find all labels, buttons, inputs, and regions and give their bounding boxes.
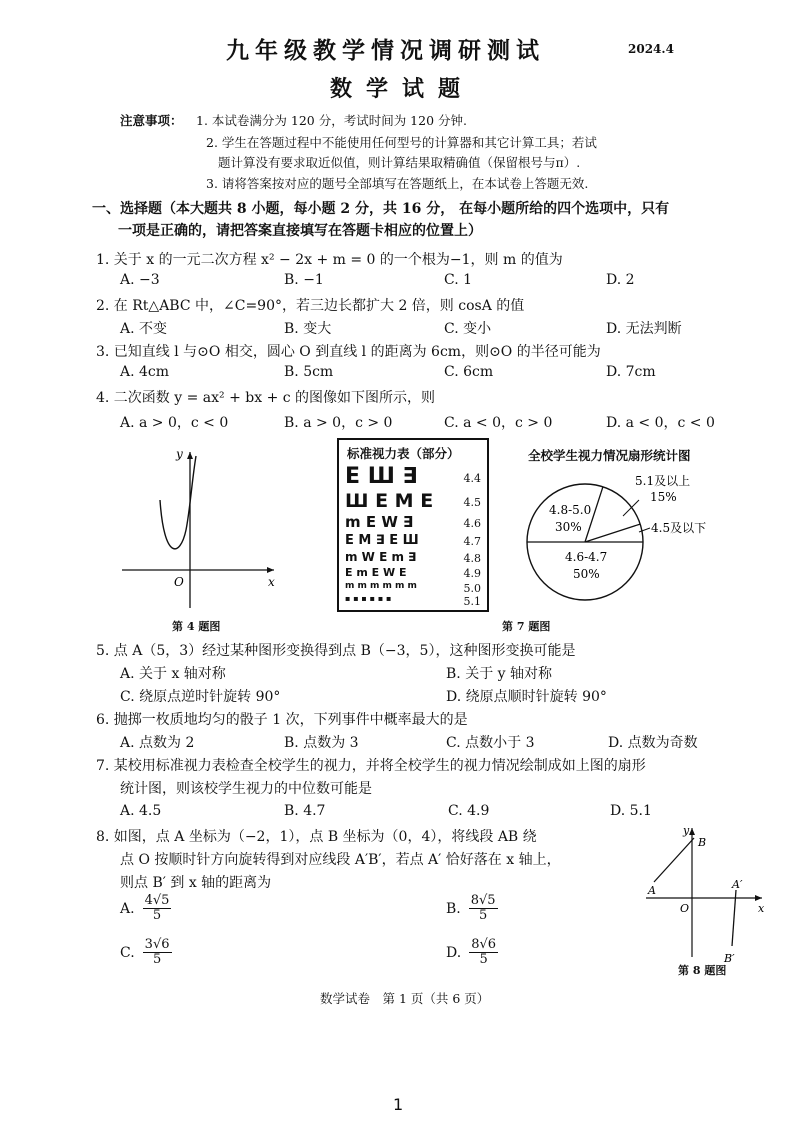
eye-chart-glyphs: m W E m ∃ [345,550,417,564]
fig8-y-arrow [689,828,695,835]
figure-8-rotation [640,822,770,967]
q3-option-c: C. 6cm [444,364,494,380]
q4-option-d: D. a < 0，c < 0 [606,415,715,431]
q7-stem: 7. 某校用标准视力表检查全校学生的视力，并将全校学生的视力情况绘制成如上图的扇形 [96,758,646,774]
pie-pct-15: 15% [650,490,677,504]
pie-label-4-8-5-0: 4.8-5.0 [549,503,592,517]
eye-chart-box [337,438,489,612]
note-2a: 2. 学生在答题过程中不能使用任何型号的计算器和其它计算工具；若试 [206,135,597,150]
q6-option-a: A. 点数为 2 [120,735,195,751]
q1-stem: 1. 关于 x 的一元二次方程 x² − 2x + m = 0 的一个根为−1，则 m 的值为 [96,252,563,268]
q7-option-c: C. 4.9 [448,803,490,819]
q5-option-c: C. 绕原点逆时针旋转 90° [120,689,281,705]
fig8-origin: O [680,902,690,915]
section-heading-2: 一项是正确的，请把答案直接填写在答题卡相应的位置上） [118,223,482,239]
fig8-caption: 第 8 题图 [678,964,727,977]
pie-label-4-6-4-7: 4.6-4.7 [565,550,608,564]
q8-option-c-fraction [143,938,172,968]
q6-stem: 6. 抛掷一枚质地均匀的骰子 1 次，下列事件中概率最大的是 [96,712,468,728]
pie-chart-title: 全校学生视力情况扇形统计图 [528,448,691,463]
pie-leader-line [623,500,639,516]
note-2b: 题计算没有要求取近似值，则计算结果取精确值（保留根号与π）. [218,155,581,170]
x-axis-arrow [267,567,274,573]
q2-stem: 2. 在 Rt△ABC 中，∠C=90°，若三边长都扩大 2 倍，则 cosA 的值 [96,298,525,314]
q8-option-b-label: B. [446,900,461,917]
eye-chart-glyphs: ▪ ▪ ▪ ▪ ▪ ▪ [345,594,392,603]
notes-label: 注意事项： [120,113,183,128]
q6-option-d: D. 点数为奇数 [608,735,698,751]
section-heading-1: 一、选择题（本大题共 8 小题，每小题 2 分，共 16 分， 在每小题所给的四个选项中，只有 [92,201,670,217]
pie-label-5-1-up: 5.1及以上 [635,474,691,488]
q5-option-a: A. 关于 x 轴对称 [120,666,226,682]
note-3: 3. 请将答案按对应的题号全部填写在答题纸上，在本试卷上答题无效. [206,176,589,191]
q3-option-a: A. 4cm [120,364,170,380]
q8-c-denominator: 5 [152,952,162,968]
q7-option-d: D. 5.1 [610,803,652,819]
q4-option-b: B. a > 0，c > 0 [284,415,393,431]
q8-option-d [446,938,498,968]
pie-slice-boundary [585,524,640,542]
eye-chart-row [345,534,481,549]
q8-option-a-label: A. [120,900,135,917]
figure-4-parabola [112,440,292,615]
fig4-y-label: y [176,447,183,461]
fig8-point-A: A [648,884,656,897]
q8-b-denominator: 5 [479,908,488,924]
eye-chart-glyphs: Ш E M E [345,490,434,512]
fig8-x-arrow [755,895,762,901]
q8-a-denominator: 5 [152,908,162,924]
eye-chart-value: 5.0 [463,582,481,595]
eye-chart-value: 5.1 [463,595,481,608]
eye-chart-value: 4.4 [463,471,481,485]
eye-chart-row [345,466,481,490]
q8-stem-1: 8. 如图，点 A 坐标为（−2，1），点 B 坐标为（0，4），将线段 AB 绕 [96,829,537,845]
q8-b-numerator: 8√5 [470,893,496,908]
q8-option-d-fraction [469,938,498,968]
q8-option-a [120,894,171,924]
exam-subtitle: 数学试题 [330,76,475,102]
eye-chart-value: 4.9 [463,567,481,580]
eye-chart-glyphs: m E W ∃ [345,513,414,531]
q8-c-numerator: 3√6 [144,937,170,952]
q8-option-d-label: D. [446,944,462,961]
q5-stem: 5. 点 A（5，3）经过某种图形变换得到点 B（−3，5），这种图形变换可能是 [96,643,576,659]
page-footer: 数学试卷 第 1 页（共 6 页） [320,991,490,1006]
q6-option-b: B. 点数为 3 [284,735,359,751]
pie-pct-30: 30% [555,520,582,534]
eye-chart-row [345,582,481,593]
q4-stem: 4. 二次函数 y = ax² + bx + c 的图像如下图所示，则 [96,390,436,406]
eye-chart-glyphs: m m m m m m [345,581,417,591]
exam-date: 2024.4 [628,42,674,56]
q8-option-c-label: C. [120,944,135,961]
q8-a-numerator: 4√5 [144,893,170,908]
q8-option-b [446,894,498,924]
q2-option-b: B. 变大 [284,321,332,337]
fig8-point-B: B [698,836,707,849]
q7-option-a: A. 4.5 [120,803,162,819]
eye-chart-title: 标准视力表（部分） [347,446,460,461]
eye-chart-row [345,551,481,565]
pie-pct-50: 50% [573,567,600,581]
fig7-caption: 第 7 题图 [502,620,551,633]
q8-d-denominator: 5 [479,952,488,968]
q4-option-a: A. a > 0，c < 0 [120,415,229,431]
q6-option-c: C. 点数小于 3 [446,735,535,751]
q3-option-b: B. 5cm [284,364,334,380]
eye-chart-value: 4.5 [463,496,481,509]
pie-chart [505,460,765,620]
eye-chart-row [345,492,481,513]
page-number: 1 [393,1095,404,1114]
pie-label-4-5-down: 4.5及以下 [651,521,707,535]
q3-stem: 3. 已知直线 l 与⊙O 相交，圆心 O 到直线 l 的距离为 6cm，则⊙O 的半径可能为 [96,344,601,360]
eye-chart-glyphs: E m E W E [345,566,407,579]
pie-leader-line [639,528,650,532]
exam-title: 九年级教学情况调研测试 [226,37,545,64]
q2-option-c: C. 变小 [444,321,492,337]
fig8-point-A-prime: A′ [732,878,743,891]
q8-d-numerator: 8√6 [471,937,497,952]
eye-chart-row [345,515,481,532]
q1-option-b: B. −1 [284,272,324,288]
fig8-point-B-prime: B′ [724,952,735,965]
q7-stem-2: 统计图，则该校学生视力的中位数可能是 [120,781,372,797]
note-1: 1. 本试卷满分为 120 分，考试时间为 120 分钟. [196,113,467,128]
eye-chart-row [345,594,481,608]
fig8-y-label: y [683,824,690,837]
q1-option-a: A. −3 [120,272,160,288]
eye-chart-row [345,567,481,580]
fig4-x-label: x [268,575,275,589]
q8-stem-3: 则点 B′ 到 x 轴的距离为 [120,875,272,891]
eye-chart-glyphs: E Ш ∃ [345,464,418,489]
q8-option-a-fraction [143,894,172,924]
q5-option-b: B. 关于 y 轴对称 [446,666,552,682]
q2-option-a: A. 不变 [120,321,168,337]
eye-chart-value: 4.7 [463,535,481,548]
eye-chart-value: 4.6 [463,517,481,530]
eye-chart-value: 4.8 [463,551,481,565]
q8-option-c [120,938,172,968]
q1-option-d: D. 2 [606,272,635,288]
q7-option-b: B. 4.7 [284,803,326,819]
q8-option-b-fraction [469,894,498,924]
fig8-x-label: x [758,902,765,915]
q8-stem-2: 点 O 按顺时针方向旋转得到对应线段 A′B′，若点 A′ 恰好落在 x 轴上， [120,852,561,868]
q3-option-d: D. 7cm [606,364,656,380]
segment-AB [654,838,694,882]
q1-option-c: C. 1 [444,272,473,288]
q5-option-d: D. 绕原点顺时针旋转 90° [446,689,607,705]
y-axis-arrow [187,452,193,459]
q4-option-c: C. a < 0，c > 0 [444,415,553,431]
eye-chart-glyphs: E M ∃ E Ш [345,533,419,548]
fig4-caption: 第 4 题图 [172,620,221,633]
fig4-origin-label: O [174,575,184,589]
q2-option-d: D. 无法判断 [606,321,682,337]
